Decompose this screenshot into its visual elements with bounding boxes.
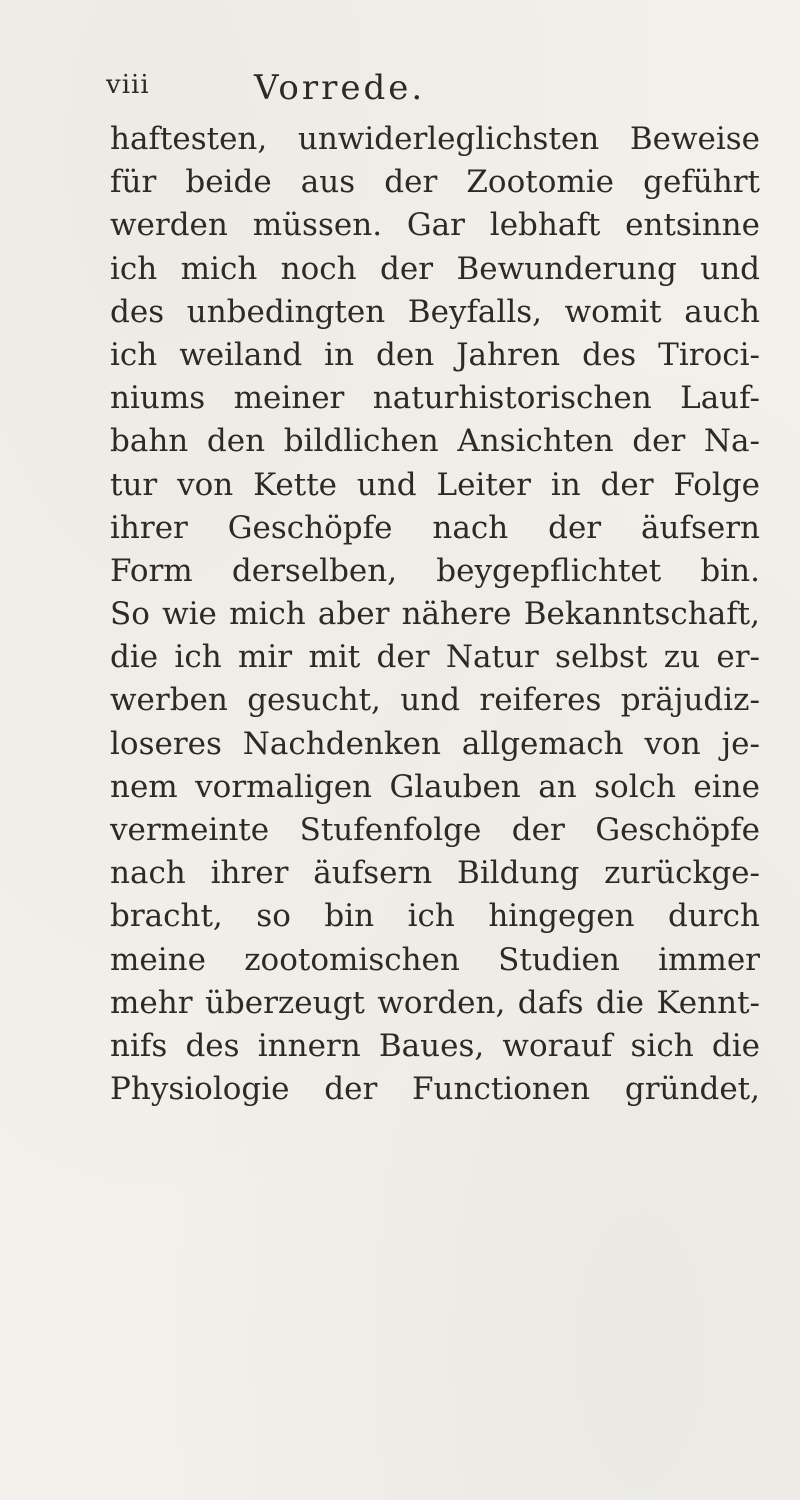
text-line: bahn den bildlichen Ansichten der Na-	[110, 423, 760, 460]
text-line: werben gesucht, und reiferes präjudiz-	[110, 682, 760, 719]
text-line: nifs des innern Baues, worauf sich die	[110, 1027, 760, 1064]
text-line: mehr überzeugt worden, dafs die Kennt-	[110, 984, 760, 1021]
text-line: nach ihrer äufsern Bildung zurückge-	[110, 855, 760, 892]
page-header	[106, 68, 706, 108]
text-line: nem vormaligen Glauben an solch eine	[110, 768, 760, 805]
text-line: Physiologie der Functionen gründet,	[110, 1071, 760, 1108]
running-head: Vorrede.	[254, 68, 426, 108]
text-line: haftesten, unwiderleglichsten Beweise	[110, 121, 760, 157]
text-line: Form derselben, beygepflichtet bin.	[110, 552, 760, 589]
text-line: meine zootomischen Studien immer	[110, 941, 760, 978]
text-line: ich mich noch der Bewunderung und	[110, 250, 760, 287]
text-line: für beide aus der Zootomie geführt	[110, 164, 760, 201]
text-line: bracht, so bin ich hingegen durch	[110, 898, 760, 935]
text-line: tur von Kette und Leiter in der Folge	[110, 466, 760, 503]
text-line: loseres Nachdenken allgemach von je-	[110, 725, 760, 762]
text-line: ich weiland in den Jahren des Tiroci-	[110, 336, 760, 373]
text-line: vermeinte Stufenfolge der Geschöpfe	[110, 812, 760, 848]
text-line: So wie mich aber nähere Bekanntschaft,	[110, 596, 760, 633]
text-line: werden müssen. Gar lebhaft entsinne	[110, 207, 760, 244]
text-line: des unbedingten Beyfalls, womit auch	[110, 293, 760, 330]
page-number: viii	[106, 70, 150, 100]
text-line: die ich mir mit der Natur selbst zu er-	[110, 639, 760, 676]
text-line: niums meiner naturhistorischen Lauf-	[110, 380, 760, 417]
text-line: ihrer Geschöpfe nach der äufsern	[110, 509, 760, 546]
body-text	[110, 118, 760, 1111]
